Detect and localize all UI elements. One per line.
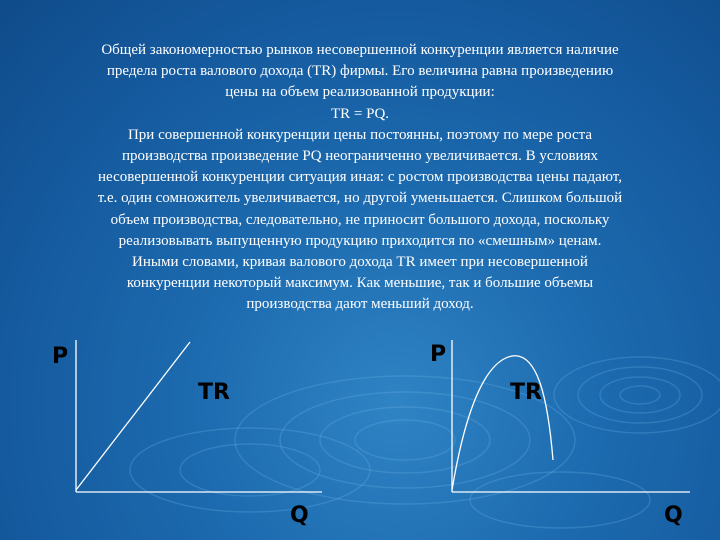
- left-tr-line: [76, 342, 190, 490]
- text-line: производства произведение PQ неограниченно увеличивается. В условиях: [122, 148, 598, 165]
- left-y-axis-label: P: [52, 344, 69, 369]
- text-line: объем производства, следовательно, не приносит большого дохода, поскольку: [110, 211, 610, 228]
- right-graph: [430, 340, 690, 528]
- text-line: При совершенной конкуренции цены постоянны, поэтому по мере роста: [127, 126, 593, 143]
- left-curve-label: TR: [198, 380, 230, 405]
- text-line: производства дают меньший доход.: [246, 296, 474, 313]
- right-y-axis-label: P: [430, 342, 447, 367]
- text-line: предела роста валового дохода (TR) фирмы. Его величина равна произведению: [106, 63, 614, 80]
- left-graph: [52, 340, 322, 528]
- left-x-axis-label: Q: [290, 503, 309, 528]
- right-curve-label: TR: [510, 380, 542, 405]
- text-line: Общей закономерностью рынков несовершенной конкуренции является наличие: [101, 42, 619, 58]
- text-line: реализовывать выпущенную продукцию приходится по «смешным» ценам.: [118, 232, 602, 249]
- text-line: т.е. один сомножитель увеличивается, но другой уменьшается. Слишком большой: [97, 190, 623, 207]
- text-line: конкуренции некоторый максимум. Как меньшие, так и большие объемы: [126, 275, 594, 292]
- text-line: цены на объем реализованной продукции:: [225, 84, 495, 101]
- text-line: Иными словами, кривая валового дохода TR имеет при несовершенной: [132, 254, 588, 271]
- formula-line: TR = PQ.: [330, 105, 390, 122]
- text-line: несовершенной конкуренции ситуация иная: с ростом производства цены падают,: [98, 169, 622, 186]
- right-x-axis-label: Q: [664, 503, 683, 528]
- right-tr-curve: [452, 356, 553, 490]
